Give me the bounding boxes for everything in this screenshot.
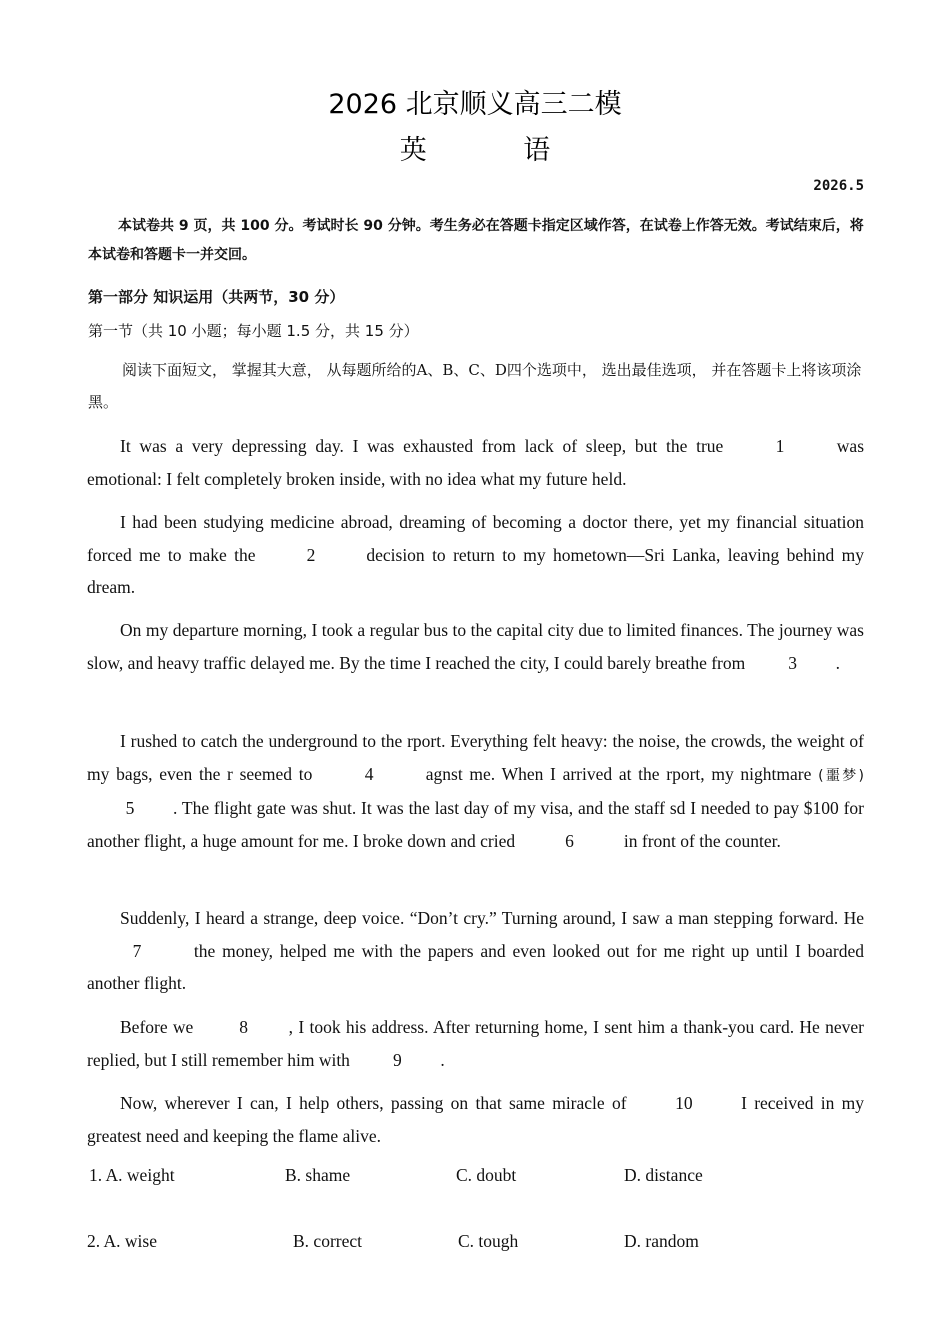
subject-title: 英 语: [399, 135, 595, 166]
option-b: B. correct: [293, 1231, 362, 1251]
passage-paragraph: [87, 902, 864, 1000]
passage-text: . The flight gate was shut. It was the last day of my visa, and the staff sd I needed to pay $100 for another flight, a huge amount for me. I broke down and cried: [87, 798, 864, 851]
option-d: D. distance: [624, 1165, 703, 1185]
chinese-gloss: (噩梦): [818, 767, 864, 784]
option-c: C. doubt: [456, 1165, 517, 1185]
option-a: 2. A. wise: [87, 1231, 157, 1251]
option-b: B. shame: [285, 1165, 351, 1185]
passage-text: It was a very depressing day. I was exhausted from lack of sleep, but the true: [120, 436, 724, 456]
passage-paragraph: [87, 725, 864, 857]
passage-text: was emotional: I felt completely broken inside, with no idea what my future held.: [87, 436, 865, 489]
option-c: C. tough: [458, 1231, 519, 1251]
section-direction: 阅读下面短文， 掌握其大意， 从每题所给的A、B、C、D四个选项中， 选出最佳选项， 并在答题卡上将该项涂黑。: [88, 361, 862, 411]
part-heading: 第一部分 知识运用（共两节，30 分）: [88, 288, 345, 306]
passage-paragraph: [87, 1011, 864, 1076]
passage-text: Before we: [120, 1017, 194, 1037]
option-d: D. random: [624, 1231, 699, 1251]
passage-text: .: [835, 652, 840, 673]
blank-1: 1: [775, 436, 785, 456]
blank-8: 8: [239, 1017, 249, 1037]
passage-text: Now, wherever I can, I help others, passing on that same miracle of: [120, 1093, 627, 1113]
passage-text: I had been studying medicine abroad, dreaming of becoming a doctor there, yet my financial situation forced me to make the: [87, 512, 864, 565]
exam-instructions: 本试卷共 9 页，共 100 分。考试时长 90 分钟。考生务必在答题卡指定区域作答，在试卷上作答无效。考试结束后，将本试卷和答题卡一并交回。: [88, 218, 864, 263]
exam-title: 2026 北京顺义高三二模: [328, 89, 622, 120]
passage-paragraph: [87, 1087, 864, 1152]
blank-5: 5: [125, 798, 135, 818]
passage-text: , I took his address. After returning home, I sent him a thank-you card. He never replied, but I still remember him with: [87, 1017, 864, 1070]
blank-10: 10: [675, 1093, 693, 1113]
blank-3: 3: [788, 652, 797, 673]
passage-text: decision to return to my hometown—Sri Lanka, leaving behind my dream.: [87, 544, 865, 597]
passage-text: On my departure morning, I took a regular bus to the capital city due to limited finances. The journey was slow, and heavy traffic delayed me. By the time I reached the city, I could barely breathe from: [87, 620, 864, 673]
passage-text: I received in my greatest need and keeping the flame alive.: [87, 1093, 864, 1146]
section-heading: 第一节（共 10 小题；每小题 1.5 分，共 15 分）: [88, 322, 419, 340]
passage-paragraph: [87, 614, 864, 679]
passage-text: Suddenly, I heard a strange, deep voice. “Don’t cry.” Turning around, I saw a man stepping forward. He: [120, 908, 864, 928]
blank-7: 7: [132, 940, 142, 961]
blank-9: 9: [392, 1049, 402, 1070]
passage-text: in front of the counter.: [623, 830, 781, 851]
passage-text: .: [440, 1049, 445, 1070]
passage-text: agnst me. When I arrived at the rport, my nightmare: [425, 763, 812, 784]
passage-paragraph: [87, 430, 864, 495]
blank-4: 4: [364, 763, 374, 784]
blank-6: 6: [565, 830, 574, 851]
passage-text: I rushed to catch the underground to the rport. Everything felt heavy: the noise, the crowds, the weight of my bags, even the r seemed to: [87, 731, 864, 784]
exam-date: 2026.5: [813, 178, 864, 194]
option-a: 1. A. weight: [89, 1165, 175, 1185]
passage-text: the money, helped me with the papers and even looked out for me right up until I boarded another flight.: [87, 940, 865, 993]
blank-2: 2: [306, 544, 316, 565]
passage-paragraph: [87, 506, 864, 604]
